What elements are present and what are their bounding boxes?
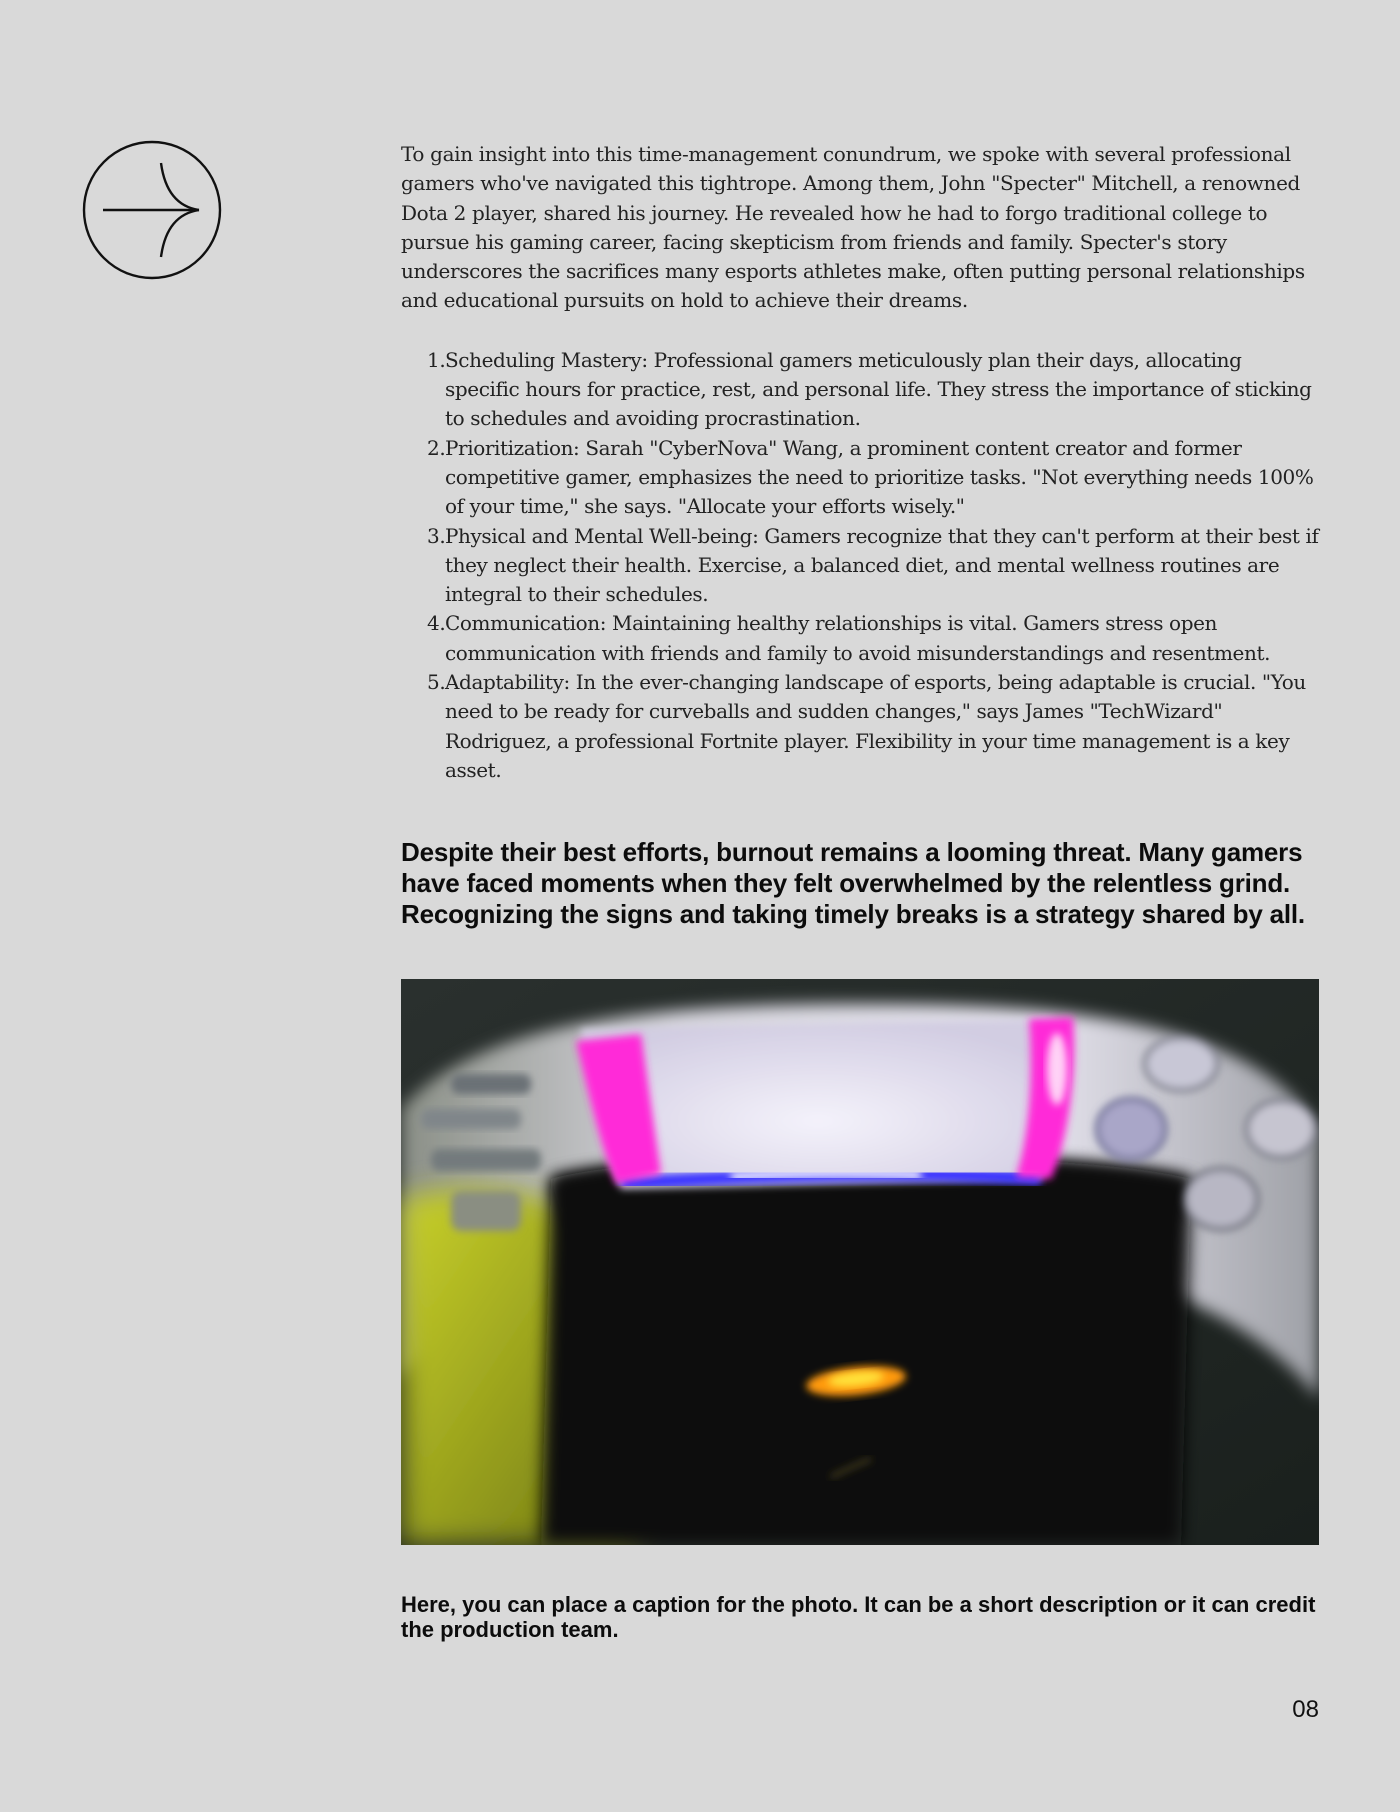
list-item-number: 3. [427, 523, 446, 548]
list-item-text: Scheduling Mastery: Professional gamers meticulously plan their days, allocating specific hours for practice, rest, and personal life. They stress the importance of sticking to schedules and avoiding procrastination. [445, 347, 1312, 431]
article-body [401, 140, 1319, 930]
pull-quote: Despite their best efforts, burnout remains a looming threat. Many gamers have faced moments when they felt overwhelmed by the relentless grind. Recognizing the signs and taking timely breaks is a strategy shared by all. [401, 837, 1305, 930]
list-item [427, 346, 1319, 434]
list-item [427, 668, 1319, 785]
list-item [427, 609, 1319, 668]
arrow-right-circle-icon [81, 139, 223, 281]
list-item-number: 1. [427, 347, 446, 372]
list-item-text: Adaptability: In the ever-changing landscape of esports, being adaptable is crucial. "You need to be ready for curveballs and sudden changes," says James "TechWizard" Rodriguez, a professional Fortnite player. Flexibility in your time management is a key asset. [445, 670, 1306, 782]
list-item-number: 4. [427, 611, 446, 636]
intro-paragraph: To gain insight into this time-management conundrum, we spoke with several professional gamers who've navigated this tightrope. Among them, John "Specter" Mitchell, a renowned Dota 2 player, shared his journey. He revealed how he had to forgo traditional college to pursue his gaming career, facing skepticism from friends and family. Specter's story underscores the sacrifices many esports athletes make, often putting personal relationships and educational pursuits on hold to achieve their dreams. [401, 142, 1305, 313]
list-item-text: Physical and Mental Well-being: Gamers recognize that they can't perform at their best if they neglect their health. Exercise, a balanced diet, and mental wellness routines are integral to their schedules. [445, 523, 1319, 607]
list-item [427, 522, 1319, 610]
list-item [427, 434, 1319, 522]
page-number: 08 [1292, 1696, 1319, 1723]
photo-caption: Here, you can place a caption for the photo. It can be a short description or it can credit the production team. [401, 1592, 1316, 1642]
tips-list [401, 346, 1319, 785]
list-item-text: Communication: Maintaining healthy relationships is vital. Gamers stress open communication with friends and family to avoid misunderstandings and resentment. [445, 611, 1271, 665]
list-item-text: Prioritization: Sarah "CyberNova" Wang, a prominent content creator and former competitive gamer, emphasizes the need to prioritize tasks. "Not everything needs 100% of your time," she says. "Allocate your efforts wisely." [445, 435, 1314, 519]
controller-photo [401, 979, 1319, 1545]
list-item-number: 2. [427, 435, 446, 460]
list-item-number: 5. [427, 670, 446, 695]
